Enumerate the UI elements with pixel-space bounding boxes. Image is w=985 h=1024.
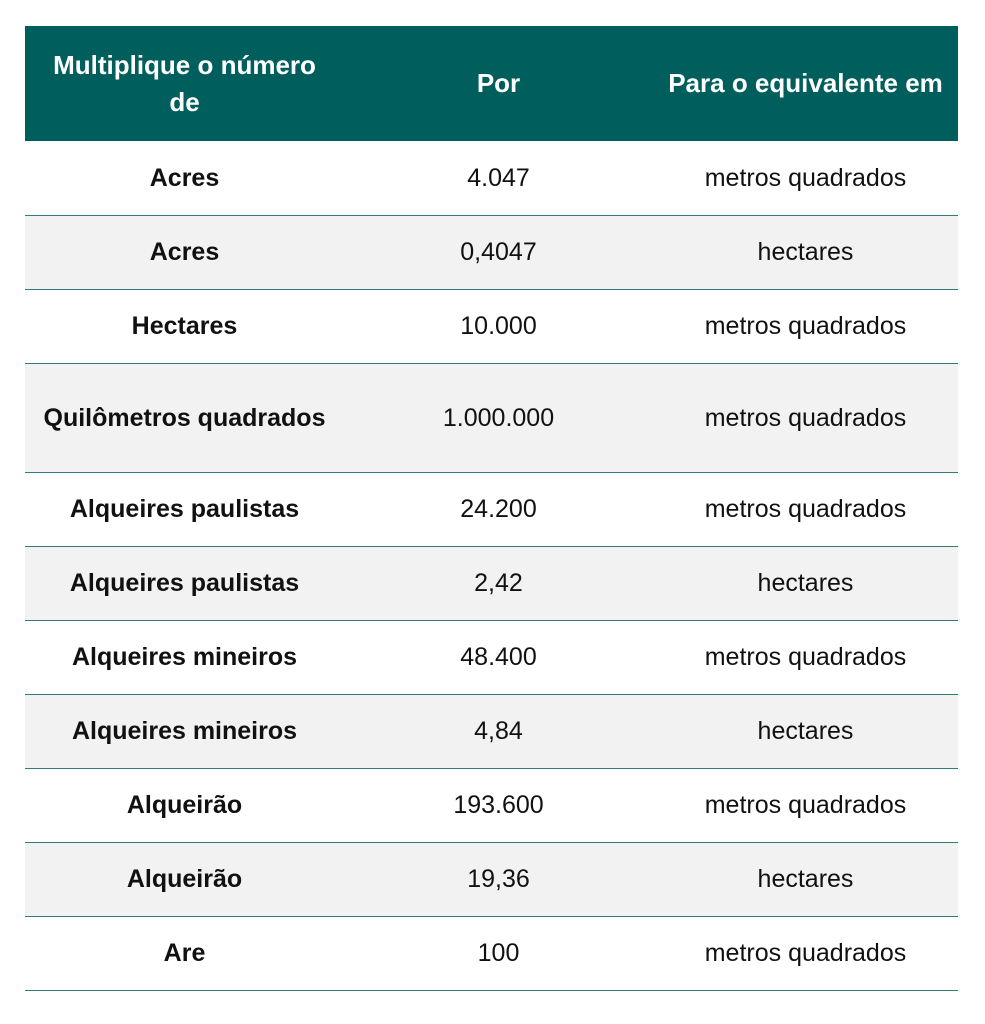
cell-unit-to: metros quadrados [653, 472, 958, 546]
cell-factor: 1.000.000 [344, 363, 653, 472]
cell-unit-to: metros quadrados [653, 289, 958, 363]
table-row [25, 768, 958, 842]
cell-unit-to: hectares [653, 215, 958, 289]
cell-unit-from: Alqueirão [25, 842, 344, 916]
table-row [25, 842, 958, 916]
header-factor: Por [344, 26, 653, 141]
header-result-unit: Para o equivalente em [653, 26, 958, 141]
cell-unit-from: Quilômetros quadrados [25, 363, 344, 472]
table-row [25, 694, 958, 768]
header-row [25, 26, 958, 141]
cell-unit-to: hectares [653, 842, 958, 916]
cell-unit-from: Alqueires mineiros [25, 620, 344, 694]
cell-unit-to: hectares [653, 546, 958, 620]
table-row [25, 620, 958, 694]
cell-factor: 19,36 [344, 842, 653, 916]
table-row [25, 472, 958, 546]
cell-unit-from: Hectares [25, 289, 344, 363]
cell-unit-from: Acres [25, 215, 344, 289]
cell-factor: 0,4047 [344, 215, 653, 289]
cell-factor: 48.400 [344, 620, 653, 694]
table-header [25, 26, 958, 141]
table-row [25, 215, 958, 289]
cell-factor: 100 [344, 916, 653, 990]
cell-factor: 24.200 [344, 472, 653, 546]
cell-factor: 10.000 [344, 289, 653, 363]
cell-factor: 2,42 [344, 546, 653, 620]
cell-unit-from: Are [25, 916, 344, 990]
cell-unit-to: metros quadrados [653, 620, 958, 694]
table-row [25, 916, 958, 990]
cell-factor: 4,84 [344, 694, 653, 768]
cell-unit-from: Alqueires mineiros [25, 694, 344, 768]
cell-unit-to: hectares [653, 694, 958, 768]
cell-unit-from: Alqueires paulistas [25, 472, 344, 546]
table-row [25, 363, 958, 472]
cell-unit-from: Alqueires paulistas [25, 546, 344, 620]
cell-factor: 4.047 [344, 141, 653, 215]
table-row [25, 141, 958, 215]
cell-factor: 193.600 [344, 768, 653, 842]
cell-unit-to: metros quadrados [653, 141, 958, 215]
table-row [25, 546, 958, 620]
header-multiply: Multiplique o número de [25, 26, 344, 141]
cell-unit-to: metros quadrados [653, 768, 958, 842]
cell-unit-from: Acres [25, 141, 344, 215]
table-row [25, 289, 958, 363]
table-body [25, 141, 958, 990]
cell-unit-to: metros quadrados [653, 916, 958, 990]
cell-unit-from: Alqueirão [25, 768, 344, 842]
cell-unit-to: metros quadrados [653, 363, 958, 472]
conversion-table [25, 26, 958, 991]
